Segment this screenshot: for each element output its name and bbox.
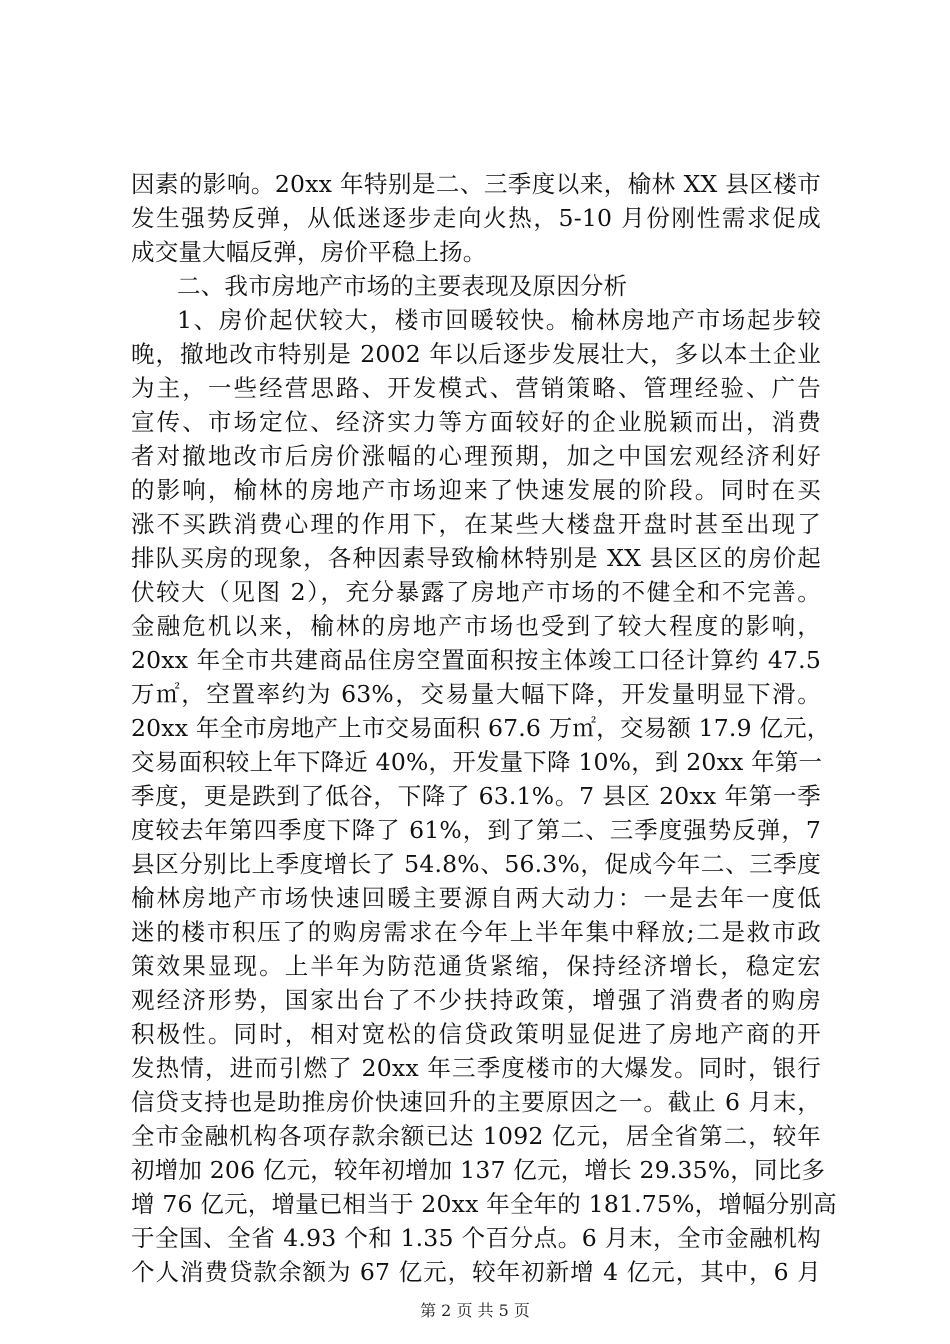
body-line: 于全国、全省 4.93 个和 1.35 个百分点。6 月末，全市金融机构 xyxy=(131,1224,821,1252)
page-number-footer: 第 2 页 共 5 页 xyxy=(420,1301,530,1320)
body-line: 交易面积较上年下降近 40%，开发量下降 10%，到 20xx 年第一 xyxy=(131,748,823,776)
body-line: 个人消费贷款余额为 67 亿元，较年初新增 4 亿元，其中，6 月 xyxy=(131,1258,821,1286)
body-line: 全市金融机构各项存款余额已达 1092 亿元，居全省第二，较年 xyxy=(131,1122,821,1150)
body-line: 发热情，进而引燃了 20xx 年三季度楼市的大爆发。同时，银行 xyxy=(131,1054,821,1082)
body-line: 发生强势反弹，从低迷逐步走向火热，5-10 月份刚性需求促成 xyxy=(131,204,821,232)
body-line: 涨不买跌消费心理的作用下，在某些大楼盘开盘时甚至出现了 xyxy=(131,510,821,538)
body-line: 晚，撤地改市特别是 2002 年以后逐步发展壮大，多以本土企业 xyxy=(131,340,821,368)
body-line: 因素的影响。20xx 年特别是二、三季度以来，榆林 XX 县区楼市 xyxy=(131,170,821,198)
body-line: 积极性。同时，相对宽松的信贷政策明显促进了房地产商的开 xyxy=(131,1020,821,1048)
body-line: 为主，一些经营思路、开发模式、营销策略、管理经验、广告 xyxy=(131,374,821,402)
body-line: 伏较大（见图 2），充分暴露了房地产市场的不健全和不完善。 xyxy=(131,578,821,606)
body-line: 策效果显现。上半年为防范通货紧缩，保持经济增长，稳定宏 xyxy=(131,952,821,980)
subsection-heading: 1、房价起伏较大，楼市回暖较快。榆林房地产市场起步较 xyxy=(177,306,821,334)
body-line: 金融危机以来，榆林的房地产市场也受到了较大程度的影响， xyxy=(131,612,821,640)
body-line: 万㎡，空置率约为 63%，交易量大幅下降，开发量明显下滑。 xyxy=(131,680,821,708)
body-line: 者对撤地改市后房价涨幅的心理预期，加之中国宏观经济利好 xyxy=(131,442,821,470)
body-line: 迷的楼市积压了的购房需求在今年上半年集中释放;二是救市政 xyxy=(131,918,821,946)
body-line: 度较去年第四季度下降了 61%，到了第二、三季度强势反弹，7 xyxy=(131,816,821,844)
body-line: 排队买房的现象，各种因素导致榆林特别是 XX 县区区的房价起 xyxy=(131,544,821,572)
body-line: 宣传、市场定位、经济实力等方面较好的企业脱颖而出，消费 xyxy=(131,408,821,436)
body-line: 县区分别比上季度增长了 54.8%、56.3%，促成今年二、三季度 xyxy=(131,850,821,878)
body-line: 增 76 亿元，增量已相当于 20xx 年全年的 181.75%，增幅分别高 xyxy=(131,1190,837,1218)
body-line: 的影响，榆林的房地产市场迎来了快速发展的阶段。同时在买 xyxy=(131,476,821,504)
body-line: 20xx 年全市共建商品住房空置面积按主体竣工口径计算约 47.5 xyxy=(131,646,821,674)
section-heading: 二、我市房地产市场的主要表现及原因分析 xyxy=(177,272,628,300)
body-line: 信贷支持也是助推房价快速回升的主要原因之一。截止 6 月末， xyxy=(131,1088,821,1116)
body-line: 成交量大幅反弹，房价平稳上扬。 xyxy=(131,238,487,266)
body-line: 观经济形势，国家出台了不少扶持政策，增强了消费者的购房 xyxy=(131,986,821,1014)
body-line: 20xx 年全市房地产上市交易面积 67.6 万㎡，交易额 17.9 亿元， xyxy=(131,714,831,742)
body-line: 季度，更是跌到了低谷，下降了 63.1%。7 县区 20xx 年第一季 xyxy=(131,782,821,810)
body-line: 榆林房地产市场快速回暖主要源自两大动力：一是去年一度低 xyxy=(131,884,821,912)
body-line: 初增加 206 亿元，较年初增加 137 亿元，增长 29.35%，同比多 xyxy=(131,1156,826,1184)
